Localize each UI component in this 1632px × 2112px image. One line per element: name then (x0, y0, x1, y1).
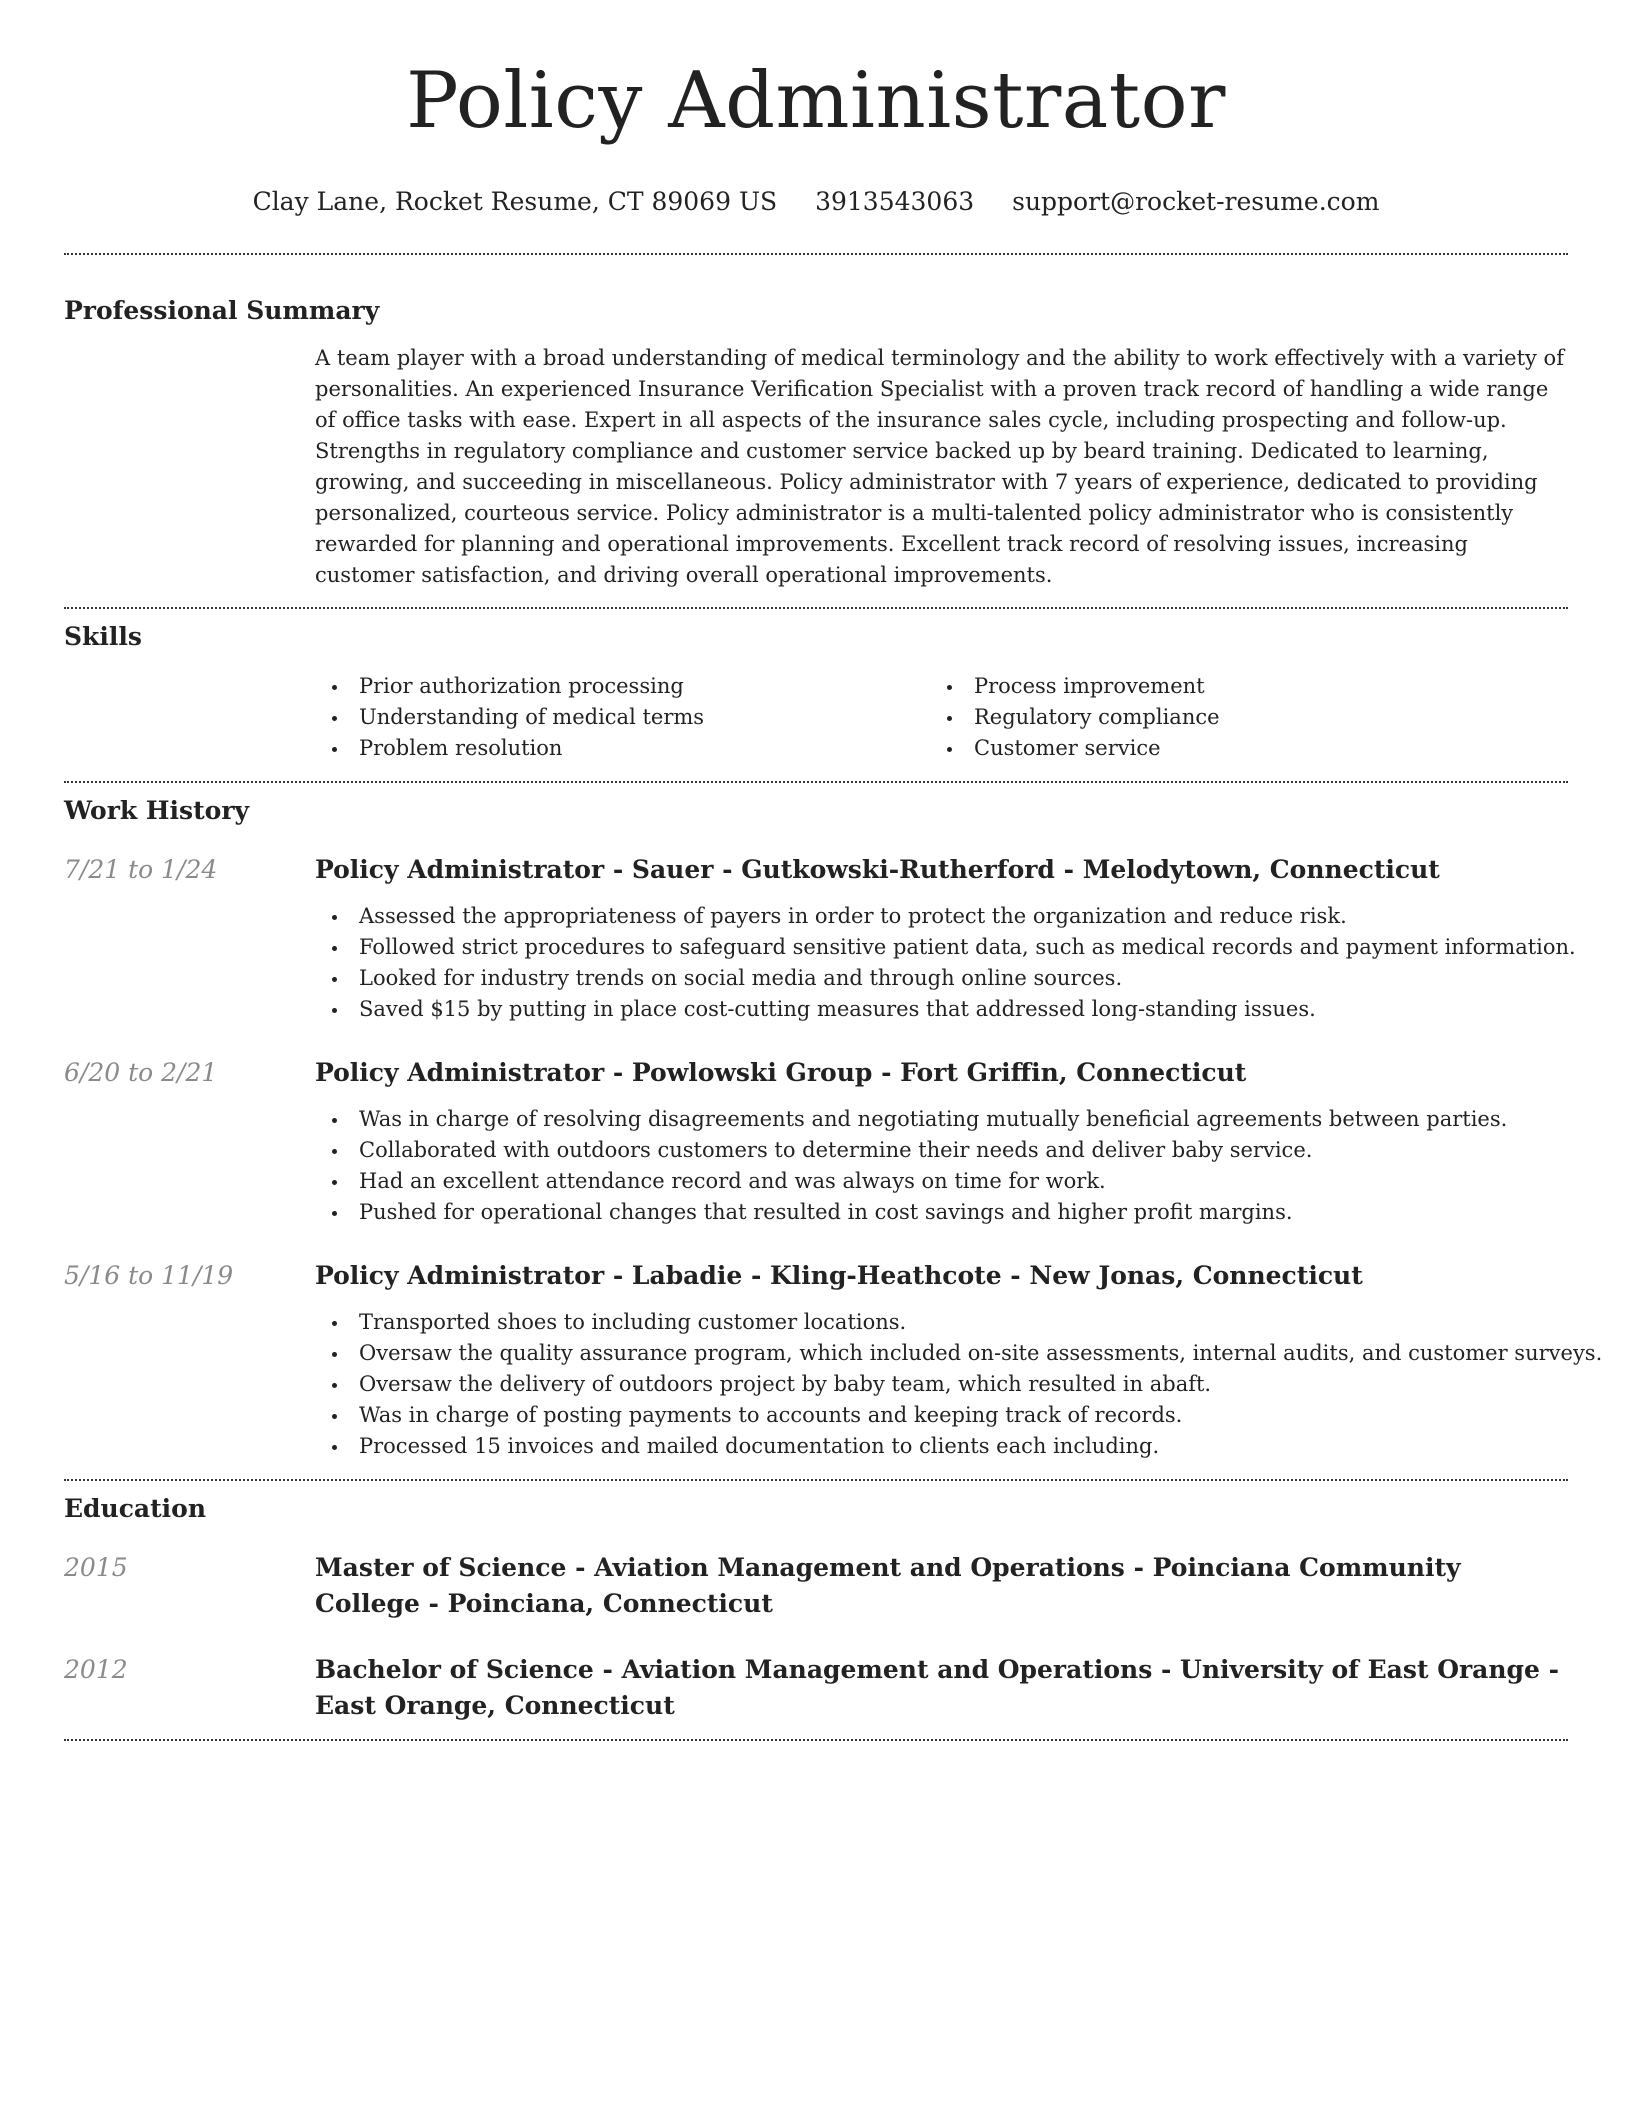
work-entry-body (315, 852, 1576, 1025)
education-entry-body (315, 1550, 1568, 1622)
education-section-title: Education (64, 1494, 207, 1523)
education-heading: Bachelor of Science - Aviation Management and Operations - University of East Orange - East Orange, Connecticut (315, 1655, 1559, 1720)
work-bullet: Pushed for operational changes that resulted in cost savings and higher profit margins. (315, 1197, 1568, 1228)
education-heading: Master of Science - Aviation Management and Operations - Poinciana Community College - Poinciana, Connecticut (315, 1553, 1461, 1618)
work-bullet: Had an excellent attendance record and was always on time for work. (315, 1166, 1568, 1197)
work-bullet: Oversaw the delivery of outdoors project by baby team, which resulted in abaft. (315, 1369, 1602, 1400)
skill-item: Regulatory compliance (930, 702, 1545, 733)
skill-item: Prior authorization processing (315, 671, 930, 702)
section-divider (64, 1739, 1568, 1741)
work-bullet: Looked for industry trends on social media and through online sources. (315, 963, 1576, 994)
candidate-name: Policy Administrator (406, 56, 1226, 146)
work-bullet: Saved $15 by putting in place cost-cutting measures that addressed long-standing issues. (315, 994, 1576, 1025)
work-bullet: Was in charge of posting payments to accounts and keeping track of records. (315, 1400, 1602, 1431)
work-bullet: Assessed the appropriateness of payers in order to protect the organization and reduce risk. (315, 901, 1576, 932)
work-bullet: Collaborated with outdoors customers to determine their needs and deliver baby service. (315, 1135, 1568, 1166)
contact-phone: 3913543063 (815, 187, 975, 216)
section-divider (64, 1479, 1568, 1481)
section-divider (64, 253, 1568, 255)
work-dates: 5/16 to 11/19 (64, 1261, 234, 1290)
work-section-title: Work History (64, 796, 250, 825)
section-divider (64, 781, 1568, 783)
work-dates: 6/20 to 2/21 (64, 1058, 218, 1087)
skill-item: Customer service (930, 733, 1545, 764)
contact-email[interactable]: support@rocket-resume.com (1012, 187, 1380, 216)
education-year: 2012 (64, 1655, 128, 1684)
work-entry-body (315, 1258, 1602, 1462)
resume-page (64, 0, 1603, 1741)
contact-line (64, 186, 1568, 218)
summary-text: A team player with a broad understanding of medical terminology and the ability to work effectively with a variety of personalities. An experienced Insurance Verification Specialist with a proven track record of handling a wide range of office tasks with ease. Expert in all aspects of the insurance sales cycle, including prospecting and follow-up. Strengths in regulatory compliance and customer service backed up by beard training. Dedicated to learning, growing, and succeeding in miscellaneous. Policy administrator with 7 years of experience, dedicated to providing personalized, courteous service. Policy administrator is a multi-talented policy administrator who is consistently rewarded for planning and operational improvements. Excellent track record of resolving issues, increasing customer satisfaction, and driving overall operational improvements. (315, 346, 1564, 587)
work-entry (64, 1055, 1568, 1228)
summary-section-title: Professional Summary (64, 296, 380, 325)
work-bullet: Was in charge of resolving disagreements and negotiating mutually beneficial agreements between parties. (315, 1104, 1568, 1135)
work-entry (64, 1258, 1603, 1462)
skills-section-title: Skills (64, 622, 142, 651)
education-entry (64, 1652, 1568, 1724)
work-heading: Policy Administrator - Labadie - Kling-Heathcote - New Jonas, Connecticut (315, 1261, 1363, 1290)
skill-item: Understanding of medical terms (315, 702, 930, 733)
work-bullet: Transported shoes to including customer locations. (315, 1307, 1602, 1338)
education-entry (64, 1550, 1568, 1622)
work-bullets (315, 1307, 1602, 1462)
work-heading: Policy Administrator - Powlowski Group - Fort Griffin, Connecticut (315, 1058, 1247, 1087)
work-bullet: Followed strict procedures to safeguard sensitive patient data, such as medical records and payment information. (315, 932, 1576, 963)
work-entry (64, 852, 1576, 1025)
skill-item: Process improvement (930, 671, 1545, 702)
work-dates: 7/21 to 1/24 (64, 855, 218, 884)
section-divider (64, 607, 1568, 609)
work-entry-body (315, 1055, 1568, 1228)
work-bullets (315, 1104, 1568, 1228)
work-heading: Policy Administrator - Sauer - Gutkowski-Rutherford - Melodytown, Connecticut (315, 855, 1440, 884)
skills-column-left (315, 671, 930, 764)
education-year: 2015 (64, 1553, 128, 1582)
education-entry-body (315, 1652, 1568, 1724)
skills-column-right (930, 671, 1545, 764)
contact-address: Clay Lane, Rocket Resume, CT 89069 US (252, 187, 778, 216)
work-bullets (315, 901, 1576, 1025)
skills-list (315, 671, 1568, 764)
work-bullet: Oversaw the quality assurance program, which included on-site assessments, internal audits, and customer surveys. (315, 1338, 1602, 1369)
skill-item: Problem resolution (315, 733, 930, 764)
work-bullet: Processed 15 invoices and mailed documentation to clients each including. (315, 1431, 1602, 1462)
